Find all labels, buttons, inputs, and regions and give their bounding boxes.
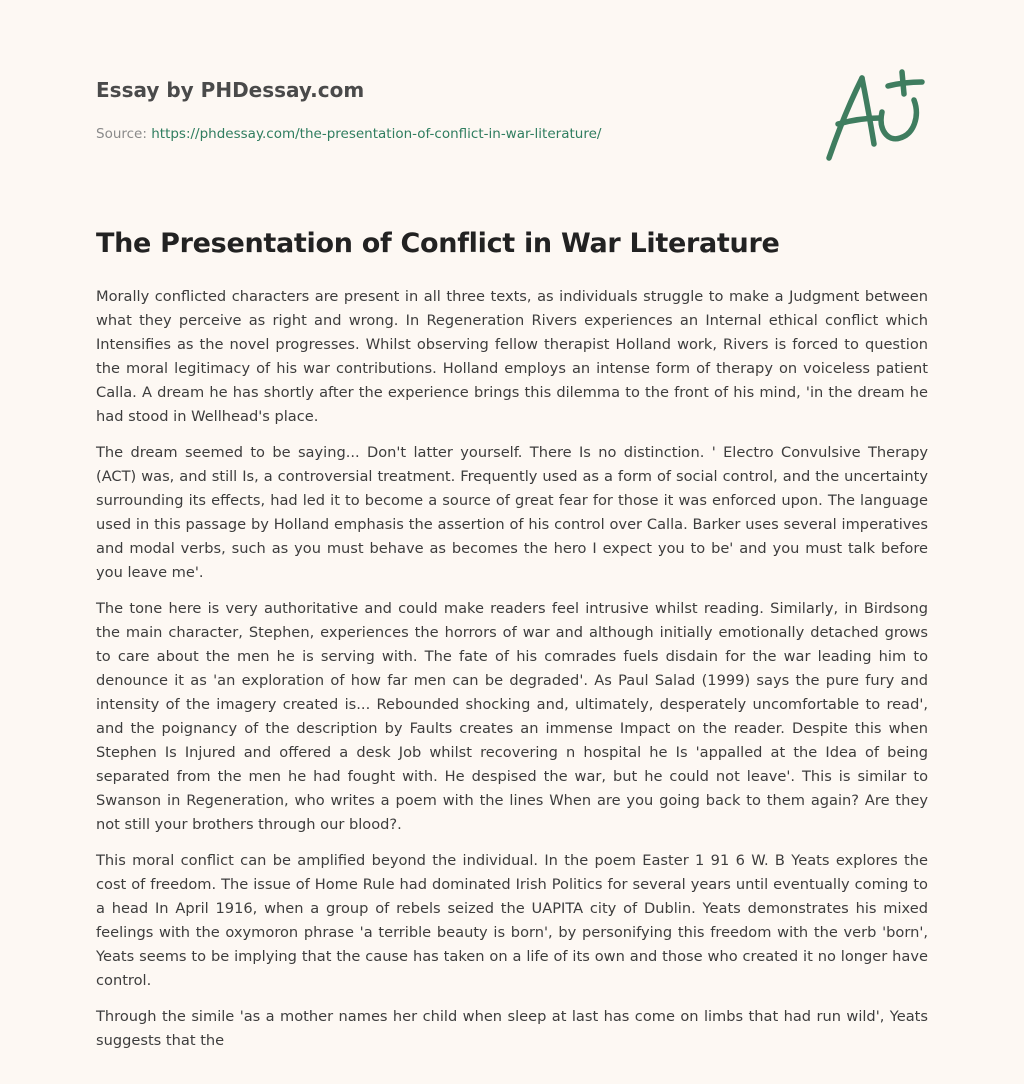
source-label: Source: bbox=[96, 126, 147, 142]
source-link[interactable]: https://phdessay.com/the-presentation-of-conflict-in-war-literature/ bbox=[151, 126, 602, 142]
essay-paragraph: Through the simile 'as a mother names her child when sleep at last has come on limbs that had run wild', Yeats suggests that the bbox=[96, 1008, 928, 1049]
site-title: Essay by PHDessay.com bbox=[96, 78, 365, 102]
essay-paragraph: Morally conflicted characters are present in all three texts, as individuals struggle to make a Judgment between what they perceive as right and wrong. In Regeneration Rivers experiences an Internal ethical conflict which Intensifies as the novel progresses. Whilst observing fellow therapist Holland work, Rivers is forced to question the moral legitimacy of his war contributions. Holland employs an intense form of therapy on voiceless patient Calla. A dream he has shortly after the experience brings this dilemma to the front of his mind, 'in the dream he had stood in Wellhead's place. bbox=[96, 288, 928, 425]
source-line bbox=[96, 125, 796, 143]
a-plus-grade-icon bbox=[822, 68, 928, 164]
document-title: The Presentation of Conflict in War Literature bbox=[96, 228, 780, 259]
essay-paragraph: This moral conflict can be amplified beyond the individual. In the poem Easter 1 91 6 W. B Yeats explores the cost of freedom. The issue of Home Rule had dominated Irish Politics for several years until eventually coming to a head In April 1916, when a group of rebels seized the UAPITA city of Dublin. Yeats demonstrates his mixed feelings with the oxymoron phrase 'a terrible beauty is born', by personifying this freedom with the verb 'born', Yeats seems to be implying that the cause has taken on a life of its own and those who created it no longer have control. bbox=[96, 852, 928, 989]
essay-body bbox=[96, 285, 928, 1065]
essay-paragraph: The dream seemed to be saying... Don't latter yourself. There Is no distinction. ' Electro Convulsive Therapy (ACT) was, and still Is, a controversial treatment. Frequently used as a form of social control, and the uncertainty surrounding its effects, had led it to become a source of great fear for those it was enforced upon. The language used in this passage by Holland emphasis the assertion of his control over Calla. Barker uses several imperatives and modal verbs, such as you must behave as becomes the hero I expect you to be' and you must talk before you leave me'. bbox=[96, 444, 928, 581]
page-header bbox=[96, 76, 796, 143]
essay-paragraph: The tone here is very authoritative and could make readers feel intrusive whilst reading. Similarly, in Birdsong the main character, Stephen, experiences the horrors of war and although initially emotionally detached grows to care about the men he is serving with. The fate of his comrades fuels disdain for the war leading him to denounce it as 'an exploration of how far men can be degraded'. As Paul Salad (1999) says the pure fury and intensity of the imagery created is... Rebounded shocking and, ultimately, desperately uncomfortable to read', and the poignancy of the description by Faults creates an immense Impact on the reader. Despite this when Stephen Is Injured and offered a desk Job whilst recovering n hospital he Is 'appalled at the Idea of being separated from the men he had fought with. He despised the war, but he could not leave'. This is similar to Swanson in Regeneration, who writes a poem with the lines When are you going back to them again? Are they not still your brothers through our blood?. bbox=[96, 600, 928, 833]
